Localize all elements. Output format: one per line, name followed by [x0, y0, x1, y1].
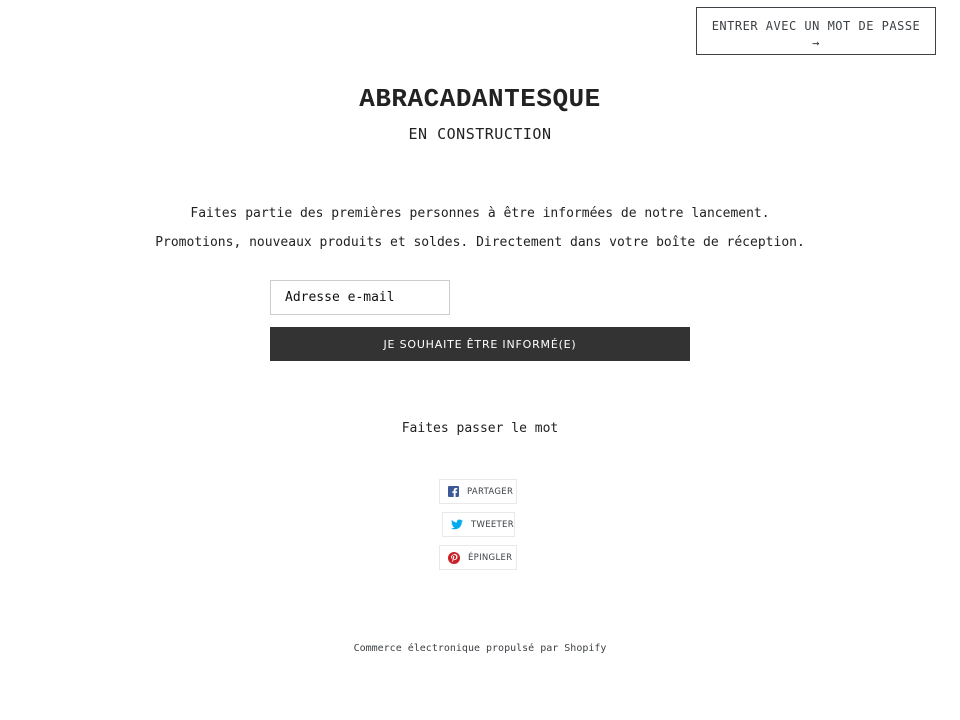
subscribe-button[interactable]: JE SOUHAITE ÊTRE INFORMÉ(E) [270, 327, 690, 361]
newsletter-text-2: Promotions, nouveaux produits et soldes. Directement dans votre boîte de réception. [155, 235, 805, 250]
newsletter-intro [0, 205, 960, 263]
enter-password-button[interactable] [696, 7, 936, 55]
arrow-right-icon: → [812, 35, 820, 50]
twitter-icon [451, 519, 463, 531]
email-field[interactable] [270, 280, 450, 315]
newsletter-text-1: Faites partie des premières personnes à être informées de notre lancement. [190, 206, 770, 221]
powered-by-shopify-link[interactable]: Commerce électronique propulsé par Shopify [353, 643, 607, 654]
share-twitter-label: TWEETER [471, 519, 514, 530]
facebook-icon [448, 486, 459, 498]
pinterest-icon [448, 552, 460, 564]
share-pinterest-button[interactable] [439, 545, 517, 570]
page-subtitle: EN CONSTRUCTION [408, 125, 552, 143]
page-footer [0, 643, 960, 654]
enter-password-label: ENTRER AVEC UN MOT DE PASSE [711, 18, 921, 33]
page-header [0, 83, 960, 143]
share-twitter-button[interactable] [442, 512, 515, 537]
share-pinterest-label: ÉPINGLER [468, 552, 513, 563]
shop-name: ABRACADANTESQUE [359, 84, 601, 114]
share-facebook-label: PARTAGER [467, 486, 514, 497]
share-heading: Faites passer le mot [401, 421, 559, 436]
share-facebook-button[interactable] [439, 479, 517, 504]
